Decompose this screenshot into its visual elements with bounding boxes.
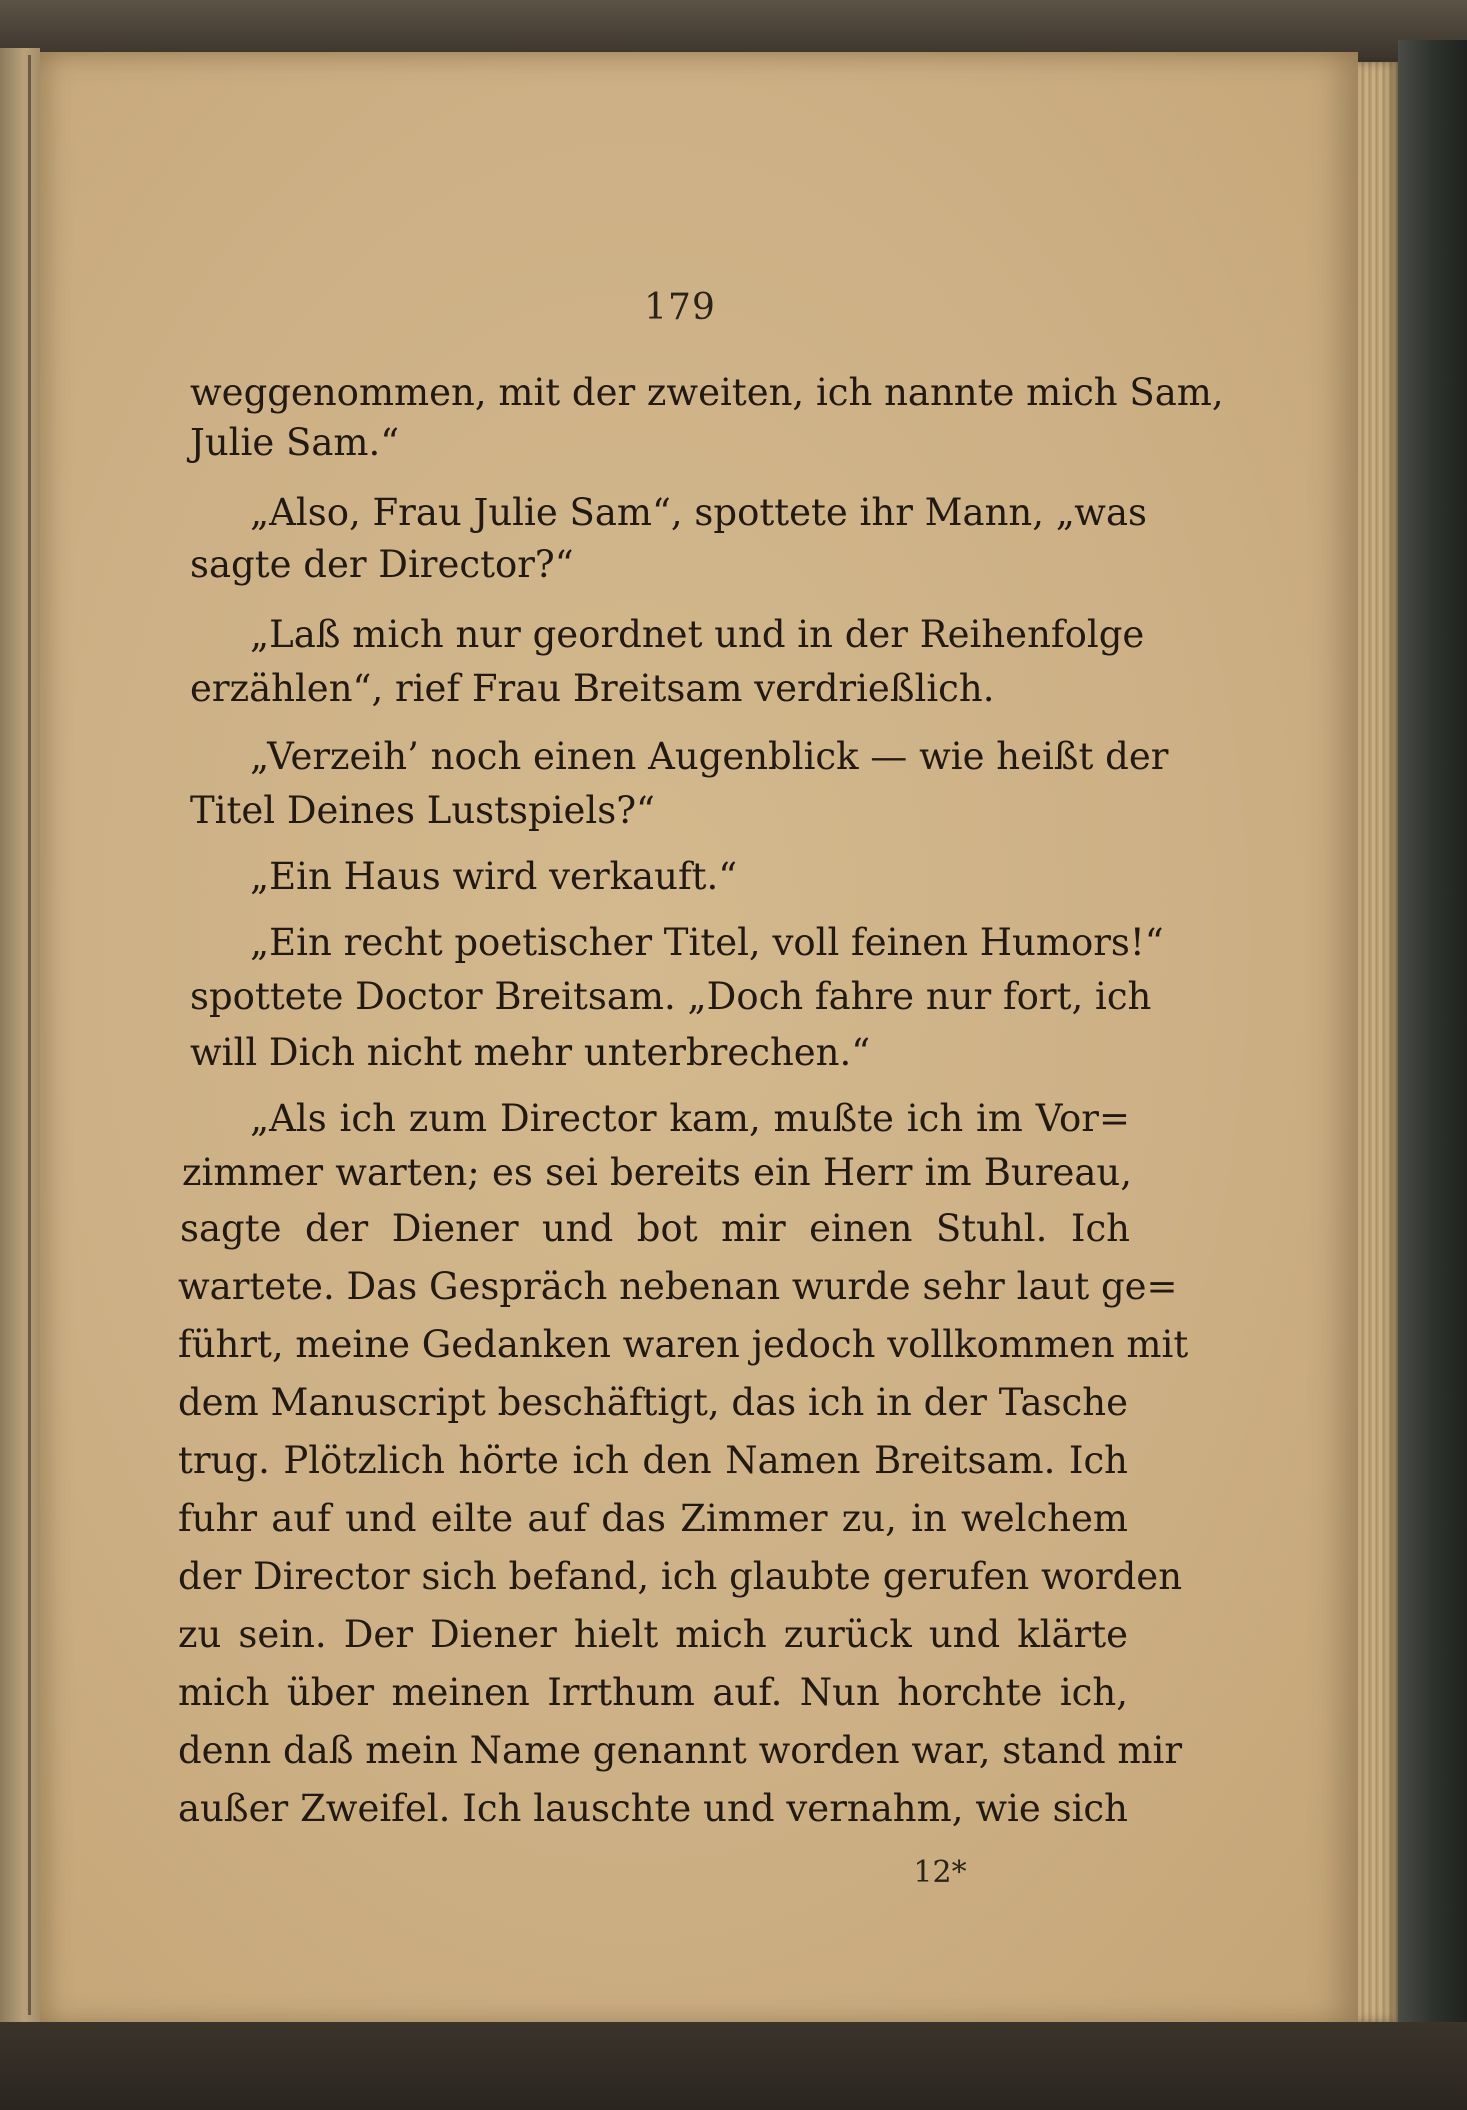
book-cover-bottom	[0, 2022, 1467, 2110]
text-line: führt, meine Gedanken waren jedoch vollkommen mit	[178, 1323, 1189, 1366]
gutter-line	[28, 55, 31, 2015]
book-cover-top	[0, 0, 1467, 58]
text-line: zu sein. Der Diener hielt mich zurück und klärte	[178, 1613, 1128, 1656]
text-line: will Dich nicht mehr unterbrechen.“	[190, 1031, 871, 1074]
text-line: Julie Sam.“	[190, 421, 400, 464]
text-line: „Ein Haus wird verkauft.“	[250, 855, 738, 898]
text-line: Titel Deines Lustspiels?“	[190, 789, 655, 832]
text-line: erzählen“, rief Frau Breitsam verdrießlich.	[190, 667, 995, 710]
text-line: fuhr auf und eilte auf das Zimmer zu, in welchem	[178, 1497, 1128, 1540]
text-line: „Ein recht poetischer Titel, voll feinen Humors!“	[250, 921, 1164, 964]
text-line: weggenommen, mit der zweiten, ich nannte mich Sam,	[190, 371, 1224, 414]
text-line: der Director sich befand, ich glaubte gerufen worden	[178, 1555, 1183, 1598]
text-line: „Als ich zum Director kam, mußte ich im Vor=	[250, 1097, 1130, 1140]
page-number: 179	[644, 287, 716, 328]
text-line: sagte der Diener und bot mir einen Stuhl. Ich	[180, 1207, 1130, 1250]
book-cover-right	[1398, 40, 1467, 2040]
text-line: spottete Doctor Breitsam. „Doch fahre nur fort, ich	[190, 975, 1152, 1018]
text-line: „Laß mich nur geordnet und in der Reihenfolge	[250, 613, 1145, 656]
page-stack-edge	[1358, 62, 1398, 2022]
text-line: sagte der Director?“	[190, 543, 574, 586]
text-line: denn daß mein Name genannt worden war, stand mir	[178, 1729, 1183, 1772]
text-line: wartete. Das Gespräch nebenan wurde sehr laut ge=	[178, 1265, 1178, 1308]
text-line: mich über meinen Irrthum auf. Nun horchte ich,	[178, 1671, 1128, 1714]
text-line: zimmer warten; es sei bereits ein Herr im Bureau,	[182, 1151, 1132, 1194]
left-page-edge	[0, 48, 40, 2023]
text-line: dem Manuscript beschäftigt, das ich in der Tasche	[178, 1381, 1128, 1424]
text-line: außer Zweifel. Ich lauschte und vernahm, wie sich	[178, 1787, 1128, 1830]
text-line: „Also, Frau Julie Sam“, spottete ihr Mann, „was	[250, 491, 1148, 534]
text-line: trug. Plötzlich hörte ich den Namen Breitsam. Ich	[178, 1439, 1128, 1482]
signature-mark: 12*	[913, 1855, 967, 1890]
text-line: „Verzeih’ noch einen Augenblick — wie heißt der	[250, 735, 1169, 778]
